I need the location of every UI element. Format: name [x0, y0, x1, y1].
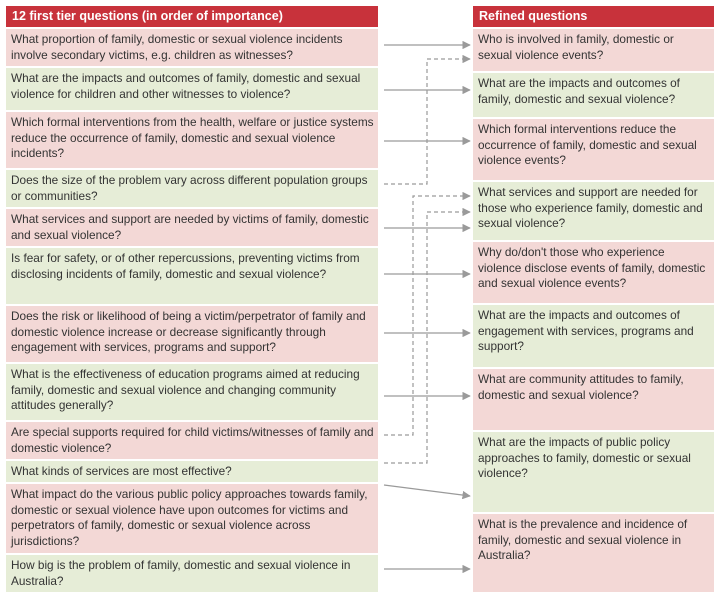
left-question-7: Does the risk or likelihood of being a victim/perpetrator of family and domestic violence increase or decrease significantly through engagement with services, programs and support? [6, 306, 378, 364]
right-question-6: What are the impacts and outcomes of engagement with services, programs and support? [473, 305, 714, 369]
arrow-q11-to-r8 [384, 485, 470, 496]
dashed-q4-to-r1 [384, 59, 470, 184]
left-question-12: How big is the problem of family, domestic and sexual violence in Australia? [6, 555, 378, 594]
left-question-8: What is the effectiveness of education programs aimed at reducing family, domestic and sexual violence and changing community attitudes generally? [6, 364, 378, 422]
refined-header: Refined questions [473, 6, 714, 27]
left-question-2: What are the impacts and outcomes of family, domestic and sexual violence for children and other witnesses to violence? [6, 68, 378, 112]
dashed-q9-to-r4 [384, 196, 470, 435]
left-question-11: What impact do the various public policy approaches towards family, domestic or sexual violence have upon outcomes for victims and perpetrators of family, domestic or sexual violence across jurisdictions? [6, 484, 378, 555]
first-tier-header: 12 first tier questions (in order of importance) [6, 6, 378, 27]
left-question-3: Which formal interventions from the health, welfare or justice systems reduce the occurrence of family, domestic and sexual violence incidents? [6, 112, 378, 170]
right-question-8: What are the impacts of public policy approaches to family, domestic or sexual violence? [473, 432, 714, 514]
right-question-5: Why do/don't those who experience violence disclose events of family, domestic and sexual violence events? [473, 242, 714, 305]
left-question-5: What services and support are needed by victims of family, domestic and sexual violence? [6, 209, 378, 248]
first-tier-questions-column [6, 6, 378, 588]
right-question-1: Who is involved in family, domestic or sexual violence events? [473, 29, 714, 73]
right-question-2: What are the impacts and outcomes of family, domestic and sexual violence? [473, 73, 714, 119]
right-question-4: What services and support are needed for those who experience family, domestic and sexual violence? [473, 182, 714, 242]
right-question-3: Which formal interventions reduce the occurrence of family, domestic and sexual violence events? [473, 119, 714, 182]
dashed-q10-to-r4 [384, 212, 470, 463]
right-question-7: What are community attitudes to family, domestic and sexual violence? [473, 369, 714, 432]
left-question-10: What kinds of services are most effective? [6, 461, 378, 484]
left-question-9: Are special supports required for child victims/witnesses of family and domestic violence? [6, 422, 378, 461]
left-question-1: What proportion of family, domestic or sexual violence incidents involve secondary victims, e.g. children as witnesses? [6, 29, 378, 68]
right-question-9: What is the prevalence and incidence of family, domestic and sexual violence in Australia? [473, 514, 714, 594]
refined-questions-column [473, 6, 714, 562]
left-question-4: Does the size of the problem vary across different population groups or communities? [6, 170, 378, 209]
left-question-6: Is fear for safety, or of other repercussions, preventing victims from disclosing incidents of family, domestic and sexual violence? [6, 248, 378, 306]
